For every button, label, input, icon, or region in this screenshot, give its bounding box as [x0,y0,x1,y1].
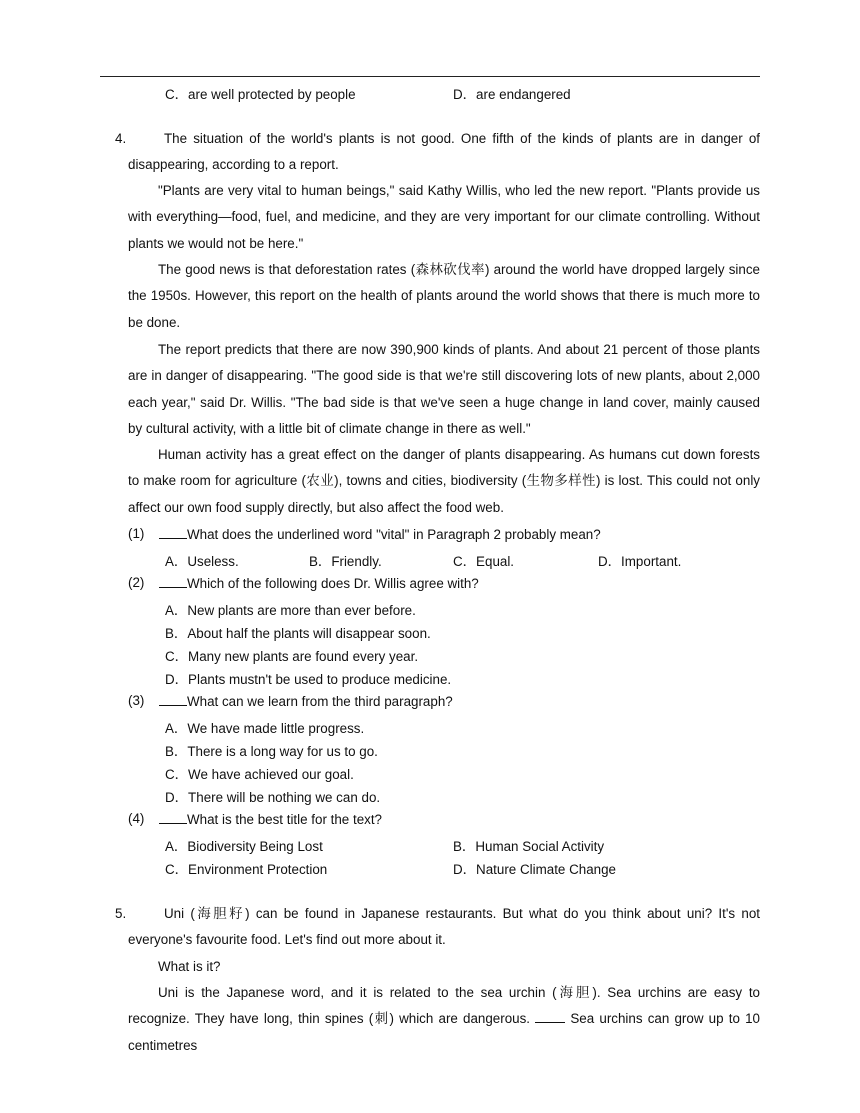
q5-paragraph-1: Uni (海胆籽) can be found in Japanese restaurants. But what do you think about uni? It's not everyone's favourite food. Let's find out more about it. [128,906,760,948]
q2-option-b[interactable]: B．About half the plants will disappear soon. [165,626,431,641]
subquestion-1-number: (1) [128,526,145,541]
subquestion-4 [159,811,382,827]
q4-paragraph-3: The good news is that deforestation rates (森林砍伐率) around the world have dropped largely since the 1950s. However, this report on the health of plants around the world shows that there is much more to be done. [128,262,760,330]
q1-option-b[interactable]: B．Friendly. [309,554,382,569]
q3-option-a[interactable]: A．We have made little progress. [165,721,365,736]
q4-option-a[interactable]: A．Biodiversity Being Lost [165,839,323,854]
q5-paragraph-3-continued: Sea urchins can grow up to 10 centimetres [128,1011,760,1053]
option-d[interactable]: D．are endangered [453,87,571,102]
q2-option-c[interactable]: C．Many new plants are found every year. [165,649,419,664]
subquestion-2-text: Which of the following does Dr. Willis agree with? [187,576,479,591]
q2-option-d[interactable]: D．Plants mustn't be used to produce medicine. [165,672,452,687]
question-4-number: 4. [115,131,127,146]
subquestion-3 [159,693,453,709]
q4-paragraph-5: Human activity has a great effect on the danger of plants disappearing. As humans cut down forests to make room for agriculture (农业), towns and cities, biodiversity (生物多样性) is lost. This could not only affect our own food supply directly, but also affect the food web. [128,447,760,515]
q3-option-b[interactable]: B．There is a long way for us to go. [165,744,378,759]
answer-blank[interactable] [159,575,187,588]
q5-paragraph-3 [128,980,760,1059]
subquestion-2-number: (2) [128,575,145,590]
question-5-number: 5. [115,906,127,921]
q3-option-c[interactable]: C．We have achieved our goal. [165,767,354,782]
answer-blank[interactable] [159,693,187,706]
subquestion-3-text: What can we learn from the third paragraph? [187,694,453,709]
subquestion-1 [159,526,601,542]
q5-paragraph-3-text: Uni is the Japanese word, and it is related to the sea urchin (海胆). Sea urchins are easy to recognize. They have long, thin spines (刺) which are dangerous. [128,985,760,1027]
q4-option-b[interactable]: B．Human Social Activity [453,839,605,854]
q4-option-d[interactable]: D．Nature Climate Change [453,862,616,877]
q1-option-c[interactable]: C．Equal. [453,554,515,569]
header-rule [100,76,760,77]
answer-blank[interactable] [159,811,187,824]
q3-option-d[interactable]: D．There will be nothing we can do. [165,790,381,805]
subquestion-4-number: (4) [128,811,145,826]
q1-option-d[interactable]: D．Important. [598,554,682,569]
q5-paragraph-2: What is it? [158,959,221,974]
answer-blank[interactable] [159,526,187,539]
q4-paragraph-2: "Plants are very vital to human beings," said Kathy Willis, who led the new report. "Plants provide us with everything—food, fuel, and medicine, and they are very important for our climate controlling. Without plants we would not be here." [128,183,760,251]
subquestion-4-text: What is the best title for the text? [187,812,383,827]
q1-option-a[interactable]: A．Useless. [165,554,239,569]
subquestion-2 [159,575,479,591]
subquestion-3-number: (3) [128,693,145,708]
answer-blank[interactable] [535,1010,565,1023]
subquestion-1-text: What does the underlined word "vital" in Paragraph 2 probably mean? [187,527,601,542]
q4-paragraph-1: The situation of the world's plants is not good. One fifth of the kinds of plants are in danger of disappearing, according to a report. [128,131,760,173]
q4-paragraph-4: The report predicts that there are now 390,900 kinds of plants. And about 21 percent of those plants are in danger of disappearing. "The good side is that we're still discovering lots of new plants, about 2,000 each year," said Dr. Willis. "The bad side is that we've seen a huge change in land cover, mainly caused by cultural activity, with a little bit of climate change in there as well." [128,342,760,436]
q4-option-c[interactable]: C．Environment Protection [165,862,328,877]
option-c[interactable]: C．are well protected by people [165,87,356,102]
q2-option-a[interactable]: A．New plants are more than ever before. [165,603,416,618]
